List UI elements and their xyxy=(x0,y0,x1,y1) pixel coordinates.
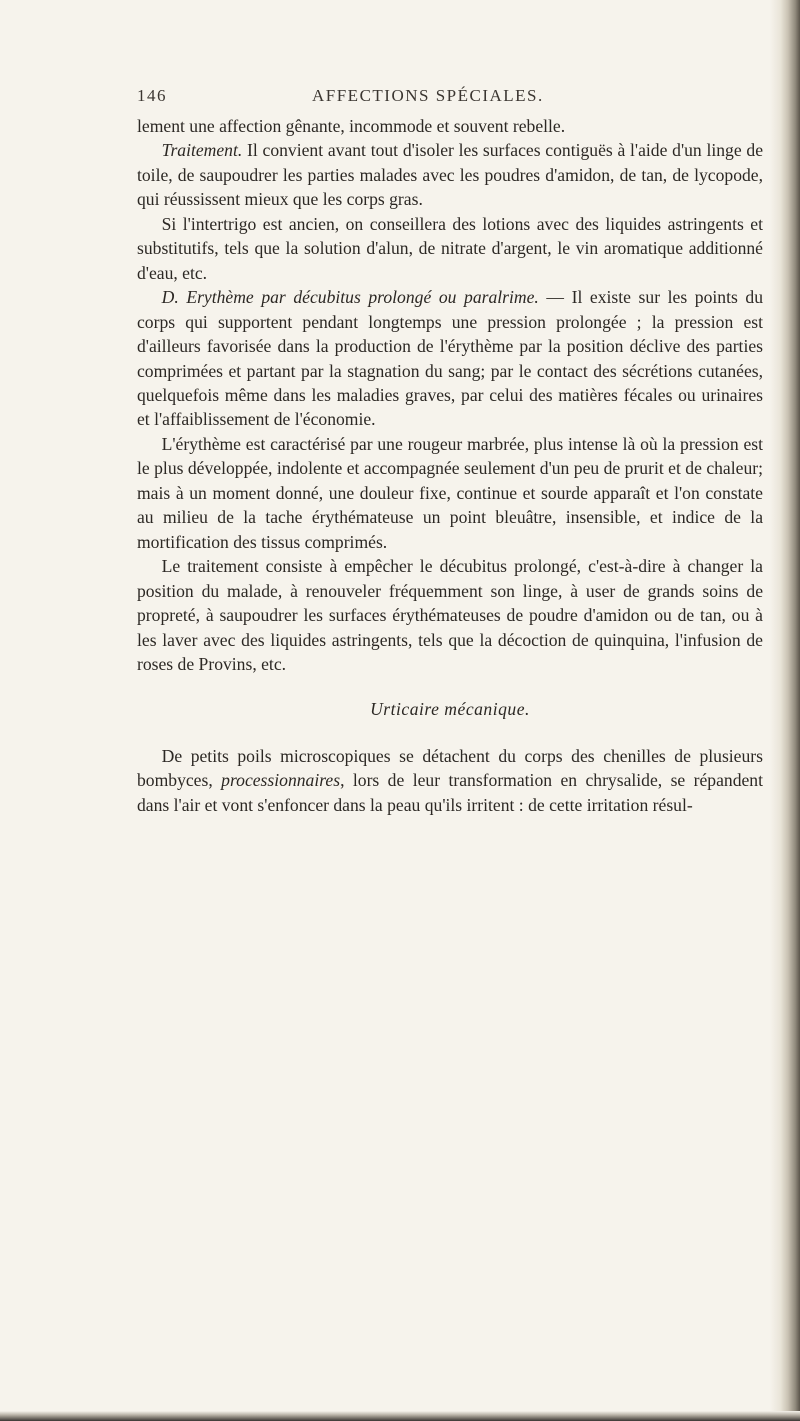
paragraph-text: Si l'intertrigo est ancien, on conseillera des lotions avec des liquides astringents et substitutifs, tels que la solution d'alun, de nitrate d'argent, le vin aromatique additionné d'eau, etc. xyxy=(137,213,763,283)
paragraph-caracterise xyxy=(137,432,763,554)
page-bottom-edge xyxy=(0,1411,800,1421)
run-in-heading: Traitement. xyxy=(161,140,243,161)
page-number: 146 xyxy=(137,86,167,105)
paragraph-text: , lors de leur transformation en chrysalide, se répandent dans l'air et vont s'enfoncer dans la peau qu'ils irritent : de cette irritation résul- xyxy=(137,770,763,815)
paragraph-text: Il convient avant tout d'isoler les surfaces contiguës à l'aide d'un linge de toile, de saupoudrer les parties malades avec les poudres d'amidon, de tan, de lycopode, qui réussissent mieux que les corps gras. xyxy=(137,140,763,210)
paragraph-traitement xyxy=(137,138,763,211)
body-text xyxy=(137,114,763,817)
paragraph-traitement-decubitus xyxy=(137,554,763,676)
run-in-heading: D. Erythème par décubitus prolongé ou paralrime. xyxy=(161,287,539,308)
paragraph-continuation xyxy=(137,114,763,138)
paragraph-text: De petits poils microscopiques se détachent du corps des chenilles de plusieurs bombyces, xyxy=(137,745,763,791)
section-heading: Urticaire mécanique. xyxy=(370,699,530,720)
continuation-text: lement une affection gênante, incommode et souvent rebelle. xyxy=(137,116,566,136)
paragraph-text: — Il existe sur les points du corps qui supportent pendant longtemps une pression prolongée ; la pression est d'ailleurs favorisée dans la production de l'érythème par la position déclive des parties comprimées et partant par la stagnation du sang; par le contact des sécrétions cutanées, quelquefois même dans les maladies graves, par celui des matières fécales ou urinaires et l'affaiblissement de l'économie. xyxy=(137,287,763,430)
paragraph-text: L'érythème est caractérisé par une rougeur marbrée, plus intense là où la pression est le plus développée, indolente et accompagnée seulement d'un peu de prurit et de chaleur; mais à un moment donné, une douleur fixe, continue et sourde apparaît et l'on constate au milieu de la tache érythémateuse un point bleuâtre, insensible, et indice de la mortification des tissus comprimés. xyxy=(137,433,763,552)
paragraph-intertrigo xyxy=(137,212,763,285)
paragraph-urticaire xyxy=(137,744,763,817)
italic-term: processionnaires xyxy=(221,770,341,791)
running-header xyxy=(137,86,757,112)
paragraph-text: Le traitement consiste à empêcher le décubitus prolongé, c'est-à-dire à changer la position du malade, à renouveler fréquemment son linge, à user de grands soins de propreté, à saupoudrer les surfaces érythémateuses de poudre d'amidon ou de tan, ou à les laver avec des liquides astringents, tels que la décoction de quinquina, l'infusion de roses de Provins, etc. xyxy=(137,556,763,674)
running-title: AFFECTIONS SPÉCIALES. xyxy=(312,86,544,105)
paragraph-erytheme xyxy=(137,285,763,432)
page-edge-shadow xyxy=(770,0,800,1421)
